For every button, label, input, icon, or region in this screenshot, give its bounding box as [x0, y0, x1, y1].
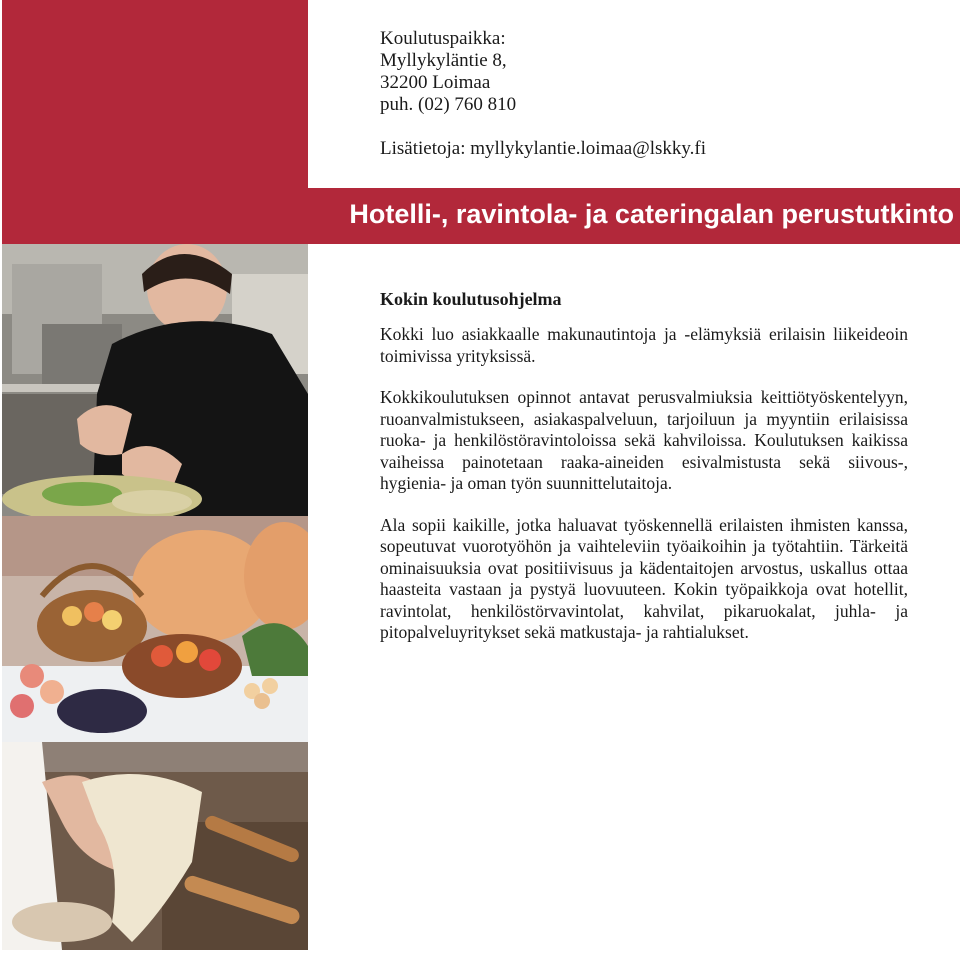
studies-paragraph: Kokkikoulutuksen opinnot antavat perusvalmiuksia keittiötyöskentelyyn, ruoanvalmistukseen, asiakaspalveluun, tarjoiluun ja myyntiin erilaisissa ruoka- ja henkilöstöravintoloissa sekä kahviloissa. Koulutuksen kaikissa vaiheissa painotetaan raaka-aineiden esivalmistusta sekä siivous-, hygienia- ja oman työn suunnittelutaitoja.: [380, 387, 908, 493]
fruit-pumpkin-illustration: [2, 516, 308, 742]
contact-heading: Koulutuspaikka:: [380, 28, 506, 49]
suitability-paragraph: Ala sopii kaikille, jotka haluavat työskennellä erilaisten ihmisten kanssa, sopeutuvat vuorotyöhön ja vaihteleviin työaikoihin ja työtahtiin. Tärkeitä ominaisuuksia ovat positiivisuus ja kädentaitojen arvostus, uskallus ottaa haasteita vastaan ja pystyä luovuuteen. Kokin työpaikkoja ovat hotellit, ravintolat, henkilöstörvavintolat, kahvilat, pikaruokalat, juhla- ja pitopalveluyritykset sekä matkustaja- ja rahtialukset.: [380, 514, 908, 642]
red-header-block: [2, 0, 308, 188]
contact-city: 32200 Loimaa: [380, 72, 491, 93]
contact-info-email: Lisätietoja: myllykylantie.loimaa@lskky.fi: [380, 138, 707, 159]
dough-baking-illustration: [2, 742, 308, 950]
photo-chef-kitchen: [2, 244, 308, 516]
contact-street: Myllykyläntie 8,: [380, 50, 507, 71]
banner-title: Hotelli-, ravintola- ja cateringalan perustutkinto: [349, 199, 954, 229]
contact-phone: puh. (02) 760 810: [380, 94, 517, 115]
main-content: [380, 288, 908, 664]
chef-kitchen-illustration: [2, 244, 308, 516]
title-banner: [2, 188, 960, 244]
photo-dough-baking: [2, 742, 308, 950]
contact-gap: [380, 116, 940, 138]
section-heading: Kokin koulutusohjelma: [380, 289, 562, 309]
contact-info: [380, 28, 940, 160]
photo-fruit-pumpkins: [2, 516, 308, 742]
intro-paragraph: Kokki luo asiakkaalle makunautintoja ja -elämyksiä erilaisin liikeideoin toimivissa yrityksissä.: [380, 324, 908, 366]
